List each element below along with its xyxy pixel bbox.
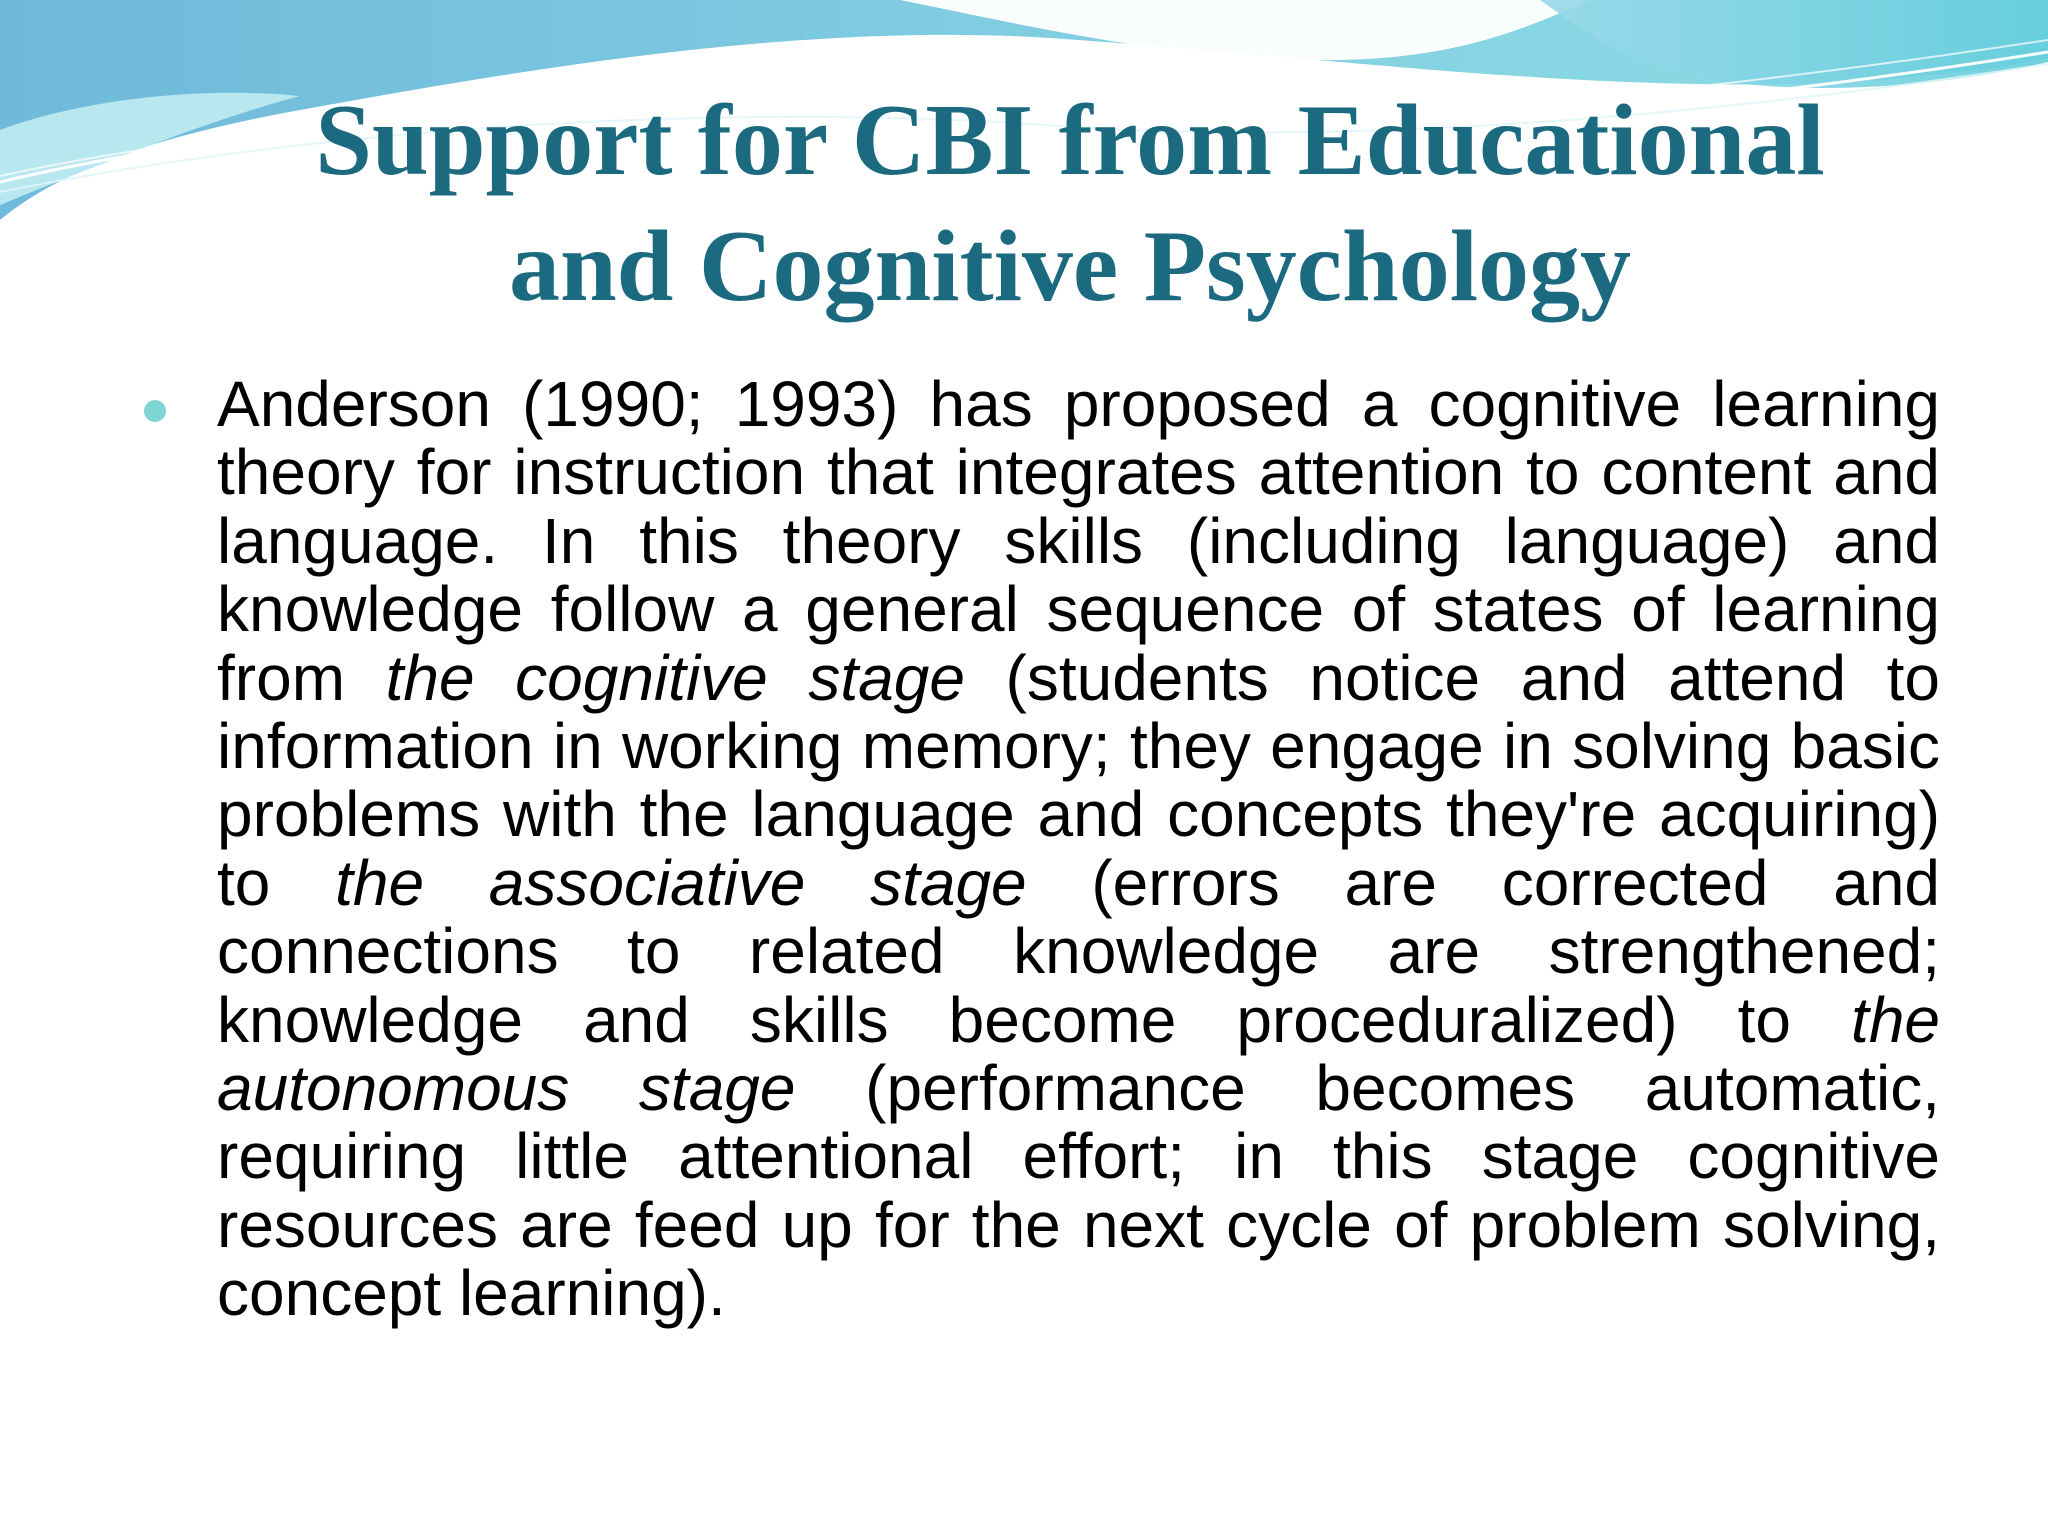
slide-title-line-1: Support for CBI from Educational [315, 84, 1825, 197]
slide-title-line-2: and Cognitive Psychology [508, 210, 1632, 323]
bullet-emphasis-cognitive-stage: the cognitive stage [385, 641, 965, 714]
bullet-text-segment: (errors are corrected and connections to related knowledge are strengthened; knowledge and skills become proceduralized) to [217, 846, 1941, 1056]
bullet-text-segment: (students notice and attend to information in working memory; they engage in solving basic problems with the language and concepts they're acquiring) to [217, 641, 1940, 919]
bullet-paragraph [217, 370, 1940, 1328]
bullet-emphasis-associative-stage: the associative stage [335, 846, 1027, 919]
bullet-emphasis-autonomous-stage: the autonomous stage [217, 983, 1940, 1125]
bullet-text-segment: (performance becomes automatic, requiring little attentional effort; in this stage cognitive resources are feed up for the next cycle of problem solving, concept learning). [217, 1052, 1941, 1330]
slide-title [150, 78, 1990, 330]
bullet-dot-icon [144, 400, 166, 422]
bullet-text-segment: Anderson (1990; 1993) has proposed a cognitive learning theory for instruction that integrates attention to content and language. In this theory skills (including language) and knowledge follow a general sequence of states of learning from [217, 368, 1940, 714]
